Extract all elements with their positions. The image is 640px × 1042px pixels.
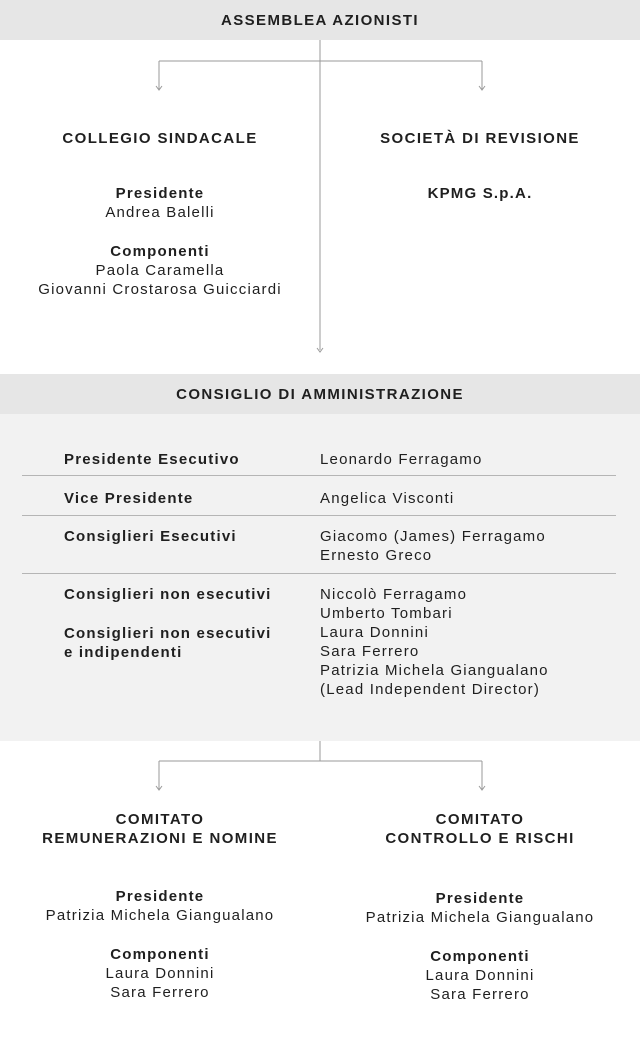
- board-member: Angelica Visconti: [320, 490, 455, 507]
- board-role: Presidente Esecutivo: [64, 451, 240, 468]
- statutory-auditors-title: COLLEGIO SINDACALE: [62, 130, 258, 147]
- board-header: [0, 374, 640, 414]
- board-title: CONSIGLIO DI AMMINISTRAZIONE: [176, 385, 464, 403]
- board-member: Patrizia Michela Giangualano: [320, 662, 549, 679]
- board-member: (Lead Independent Director): [320, 681, 541, 698]
- row-divider: [22, 573, 616, 574]
- row-divider: [22, 515, 616, 516]
- board-names: [320, 527, 546, 565]
- board-names: [320, 585, 549, 699]
- chair-name: Andrea Balelli: [105, 204, 215, 221]
- members-label: Componenti: [430, 948, 530, 965]
- committee-title-line: REMUNERAZIONI E NOMINE: [42, 830, 278, 847]
- chair-label: Presidente: [115, 185, 205, 202]
- board-member: Umberto Tombari: [320, 605, 453, 622]
- chair-name: Patrizia Michela Giangualano: [45, 907, 275, 924]
- board-member: Laura Donnini: [320, 624, 429, 641]
- chair-label: Presidente: [435, 890, 525, 907]
- board-member: Niccolò Ferragamo: [320, 586, 468, 603]
- board-role: Vice Presidente: [64, 490, 194, 507]
- board-role: Consiglieri Esecutivi: [64, 528, 237, 545]
- board-member: Ernesto Greco: [320, 547, 433, 564]
- audit-firm-title: SOCIETÀ DI REVISIONE: [380, 130, 580, 147]
- committee-title-line: CONTROLLO E RISCHI: [385, 830, 575, 847]
- chair-name: Patrizia Michela Giangualano: [365, 909, 595, 926]
- board-role-group: [64, 585, 272, 662]
- member-name: Laura Donnini: [105, 965, 215, 982]
- members-label: Componenti: [110, 243, 210, 260]
- member-name: Laura Donnini: [425, 967, 535, 984]
- member-name: Paola Caramella: [95, 262, 225, 279]
- shareholders-meeting-header: [0, 0, 640, 40]
- row-divider: [22, 475, 616, 476]
- member-name: Sara Ferrero: [110, 984, 210, 1001]
- committee-title-line: COMITATO: [115, 811, 205, 828]
- control-committee-block: [320, 889, 640, 1004]
- board-role: e indipendenti: [64, 644, 183, 661]
- members-label: Componenti: [110, 946, 210, 963]
- board-member: Giacomo (James) Ferragamo: [320, 528, 546, 545]
- member-name: Sara Ferrero: [430, 986, 530, 1003]
- board-role: Consiglieri non esecutivi: [64, 625, 272, 642]
- audit-firm-name: KPMG S.p.A.: [427, 185, 533, 202]
- chair-label: Presidente: [115, 888, 205, 905]
- shareholders-meeting-title: ASSEMBLEA AZIONISTI: [221, 11, 419, 29]
- board-role: Consiglieri non esecutivi: [64, 586, 272, 603]
- statutory-auditors-block: [0, 184, 320, 299]
- board-names: [320, 489, 454, 508]
- remuneration-committee-title: [0, 810, 320, 848]
- board-member: Sara Ferrero: [320, 643, 420, 660]
- member-name: Giovanni Crostarosa Guicciardi: [38, 281, 282, 298]
- committee-title-line: COMITATO: [435, 811, 525, 828]
- remuneration-committee-block: [0, 887, 320, 1002]
- control-committee-title: [320, 810, 640, 848]
- board-member: Leonardo Ferragamo: [320, 451, 483, 468]
- board-names: [320, 450, 483, 469]
